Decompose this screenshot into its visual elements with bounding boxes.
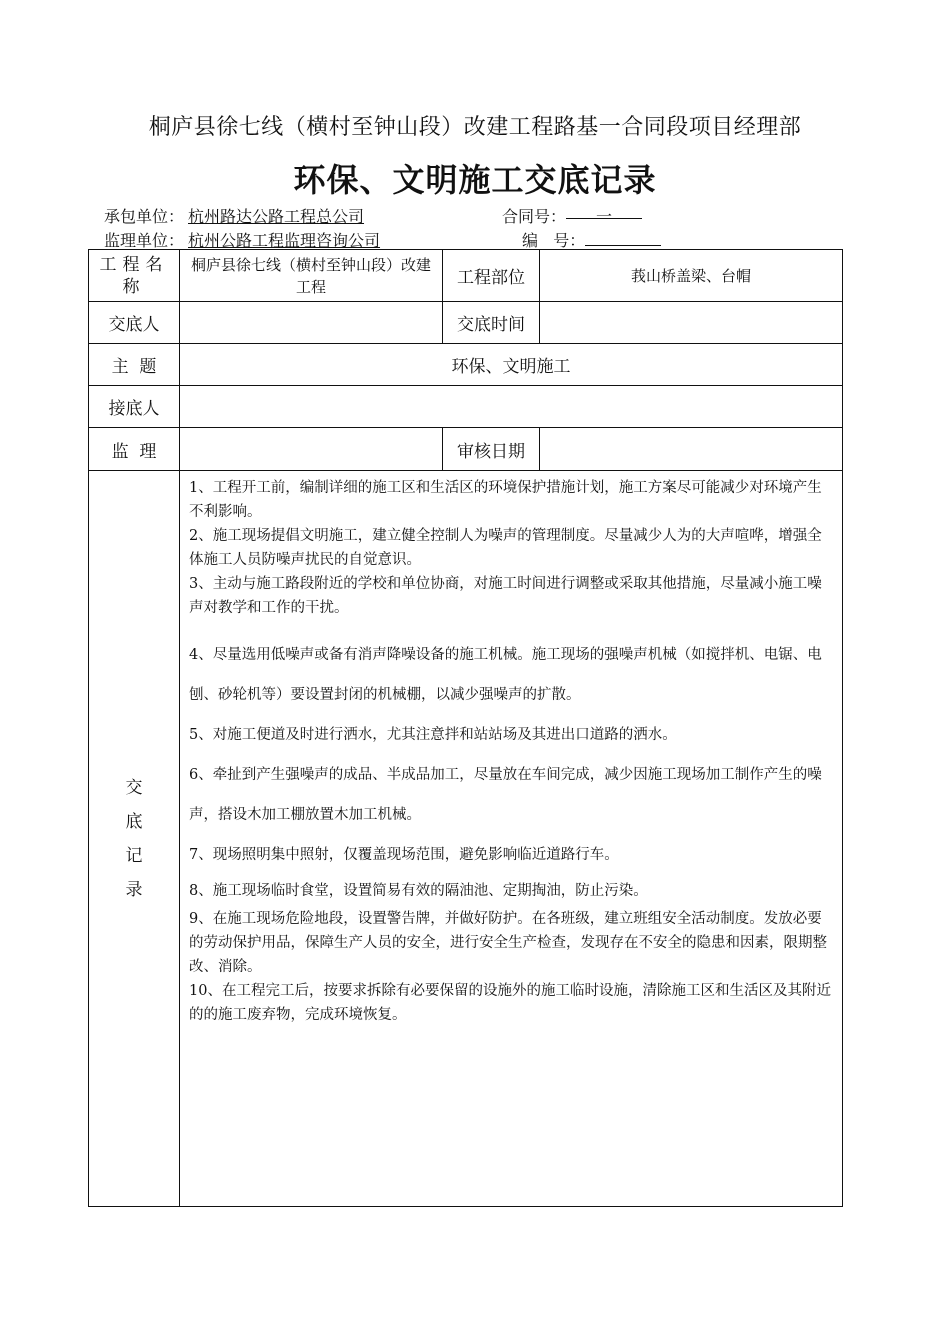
organization-header: 桐庐县徐七线（横村至钟山段）改建工程路基一合同段项目经理部 xyxy=(148,115,802,140)
number-line xyxy=(522,228,661,251)
number-blank xyxy=(585,231,661,246)
record-label-char: 记 xyxy=(125,845,143,866)
contract-number-value: 一 xyxy=(566,204,642,219)
row-supervision xyxy=(89,428,843,471)
review-date-label: 审核日期 xyxy=(443,428,540,471)
record-item: 3、主动与施工路段附近的学校和单位协商，对施工时间进行调整或采取其他措施，尽量减小施工噪声对教学和工作的干扰。 xyxy=(189,576,822,616)
record-label xyxy=(89,471,180,1207)
contractor-label: 承包单位： xyxy=(104,207,185,226)
handover-time-label: 交底时间 xyxy=(443,302,540,344)
supervisor-value: 杭州公路工程监理咨询公司 xyxy=(188,231,381,250)
receiver-value[interactable] xyxy=(180,386,843,428)
project-name-label: 工程名称 xyxy=(89,250,180,302)
supervisor-line xyxy=(104,228,384,251)
contract-number-label: 合同号： xyxy=(502,207,567,226)
contract-number-line xyxy=(502,204,642,227)
project-part-label: 工程部位 xyxy=(443,250,540,302)
record-label-char: 交 xyxy=(125,777,143,798)
handover-form-table xyxy=(88,249,843,1207)
document-title: 环保、文明施工交底记录 xyxy=(293,161,657,199)
presenter-value[interactable] xyxy=(180,302,443,344)
row-subject xyxy=(89,344,843,386)
record-item: 9、在施工现场危险地段，设置警告牌，并做好防护。在各班级，建立班组安全活动制度。发放必要的劳动保护用品，保障生产人员的安全，进行安全生产检查，发现存在不安全的隐患和因素，限期整改、消除。 xyxy=(189,911,827,975)
record-item: 10、在工程完工后，按要求拆除有必要保留的设施外的施工临时设施，清除施工区和生活区及其附近的的施工废弃物，完成环境恢复。 xyxy=(189,983,831,1023)
review-date-value[interactable] xyxy=(540,428,843,471)
record-item: 5、对施工便道及时进行洒水，尤其注意拌和站站场及其进出口道路的洒水。 xyxy=(189,727,677,743)
record-label-char: 录 xyxy=(125,879,143,900)
row-record xyxy=(89,471,843,1207)
record-item: 6、牵扯到产生强噪声的成品、半成品加工，尽量放在车间完成，减少因施工现场加工制作产生的噪声，搭设木加工棚放置木加工机械。 xyxy=(189,767,822,823)
record-item: 2、施工现场提倡文明施工，建立健全控制人为噪声的管理制度。尽量减少人为的大声喧哗，增强全体施工人员防噪声扰民的自觉意识。 xyxy=(189,528,822,568)
record-item: 8、施工现场临时食堂，设置简易有效的隔油池、定期掏油，防止污染。 xyxy=(189,883,648,899)
record-item: 4、尽量选用低噪声或备有消声降噪设备的施工机械。施工现场的强噪声机械（如搅拌机、电锯、电刨、砂轮机等）要设置封闭的机械棚，以减少强噪声的扩散。 xyxy=(189,647,822,703)
contractor-line xyxy=(104,204,368,227)
row-receiver xyxy=(89,386,843,428)
record-item: 7、现场照明集中照射，仅覆盖现场范围，避免影响临近道路行车。 xyxy=(189,847,619,863)
row-project xyxy=(89,250,843,302)
record-item: 1、工程开工前，编制详细的施工区和生活区的环境保护措施计划，施工方案尽可能减少对环境产生不利影响。 xyxy=(189,480,822,520)
number-label: 编 号： xyxy=(522,231,586,250)
record-content xyxy=(180,471,843,1207)
record-label-char: 底 xyxy=(125,811,143,832)
contractor-value: 杭州路达公路工程总公司 xyxy=(188,207,365,226)
presenter-label: 交底人 xyxy=(89,302,180,344)
supervisor-label: 监理单位： xyxy=(104,231,185,250)
subject-value: 环保、文明施工 xyxy=(180,344,843,386)
row-presenter xyxy=(89,302,843,344)
subject-label: 主 题 xyxy=(89,344,180,386)
receiver-label: 接底人 xyxy=(89,386,180,428)
handover-time-value[interactable] xyxy=(540,302,843,344)
supervision-value[interactable] xyxy=(180,428,443,471)
project-part-value: 莪山桥盖梁、台帽 xyxy=(540,250,843,302)
project-name-value: 桐庐县徐七线（横村至钟山段）改建工程 xyxy=(180,250,443,302)
supervision-label: 监 理 xyxy=(89,428,180,471)
